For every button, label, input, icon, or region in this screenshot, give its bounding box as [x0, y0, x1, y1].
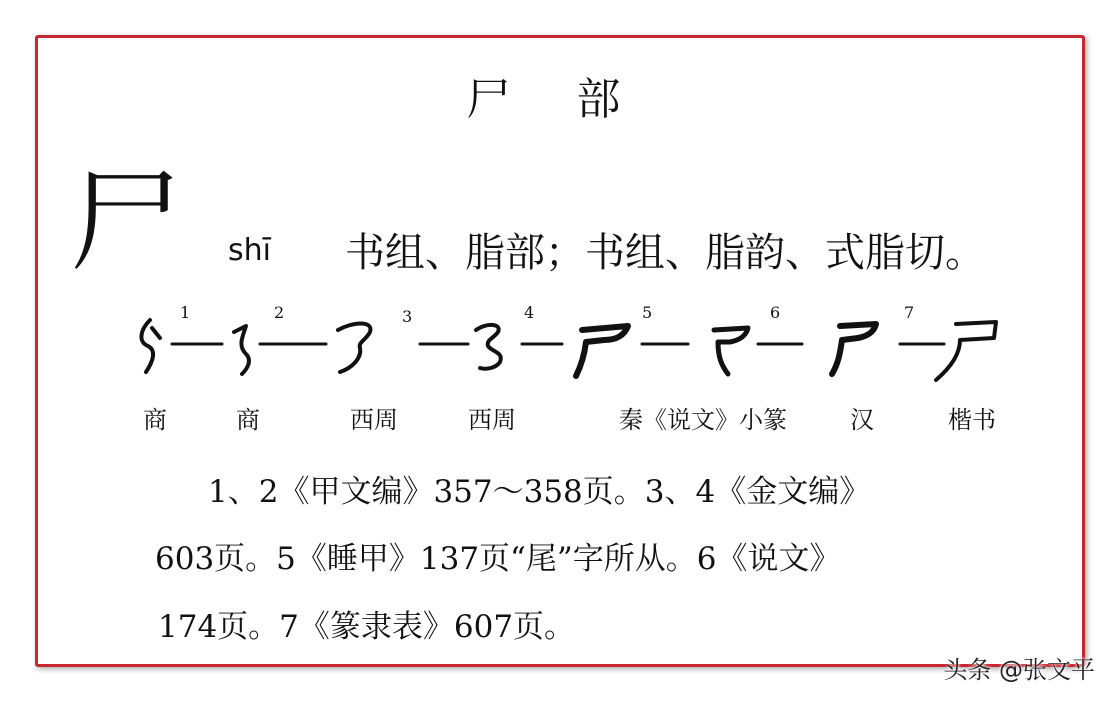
stage-number: 7	[904, 303, 915, 322]
source-note-line: 1、2《甲文编》357～358页。3、4《金文编》	[208, 474, 871, 510]
entry-character: 尸	[70, 157, 182, 287]
glyph-7-han	[832, 324, 876, 374]
glyph-evolution-sequence	[130, 302, 1030, 382]
era-label: 西周	[350, 406, 398, 434]
stage-number: 3	[402, 307, 413, 326]
page-title: 尸 部	[466, 74, 647, 125]
evolution-labels	[0, 400, 1113, 436]
stage-number: 4	[524, 303, 535, 322]
watermark: 头条 @张文平	[943, 656, 1095, 684]
glyph-5-qin	[576, 326, 628, 376]
entry-pinyin: shī	[228, 233, 271, 268]
glyph-evolution-graphic	[130, 302, 1030, 382]
glyph-2-shang	[234, 326, 249, 374]
era-label: 商	[236, 406, 260, 434]
stage-number: 1	[180, 303, 191, 322]
era-label: 汉	[850, 406, 874, 434]
glyph-6-shuowen	[714, 328, 748, 374]
era-label: 秦《说文》小篆	[619, 406, 787, 434]
era-label: 商	[143, 406, 167, 434]
stage-number: 2	[274, 303, 285, 322]
era-label: 西周	[468, 406, 516, 434]
stage-number: 6	[770, 303, 781, 322]
era-label: 楷书	[948, 406, 996, 434]
source-note-line: 603页。5《睡甲》137页“尾”字所从。6《说文》	[155, 541, 841, 577]
entry-fanqie: 书组、脂部；书组、脂韵、式脂切。	[345, 230, 985, 276]
glyph-8-kaishu	[936, 322, 996, 380]
source-note-line: 174页。7《篆隶表》607页。	[158, 609, 576, 645]
stage-number: 5	[642, 303, 653, 322]
glyph-4-xizhou	[476, 325, 501, 369]
glyph-3-xizhou	[338, 324, 370, 373]
